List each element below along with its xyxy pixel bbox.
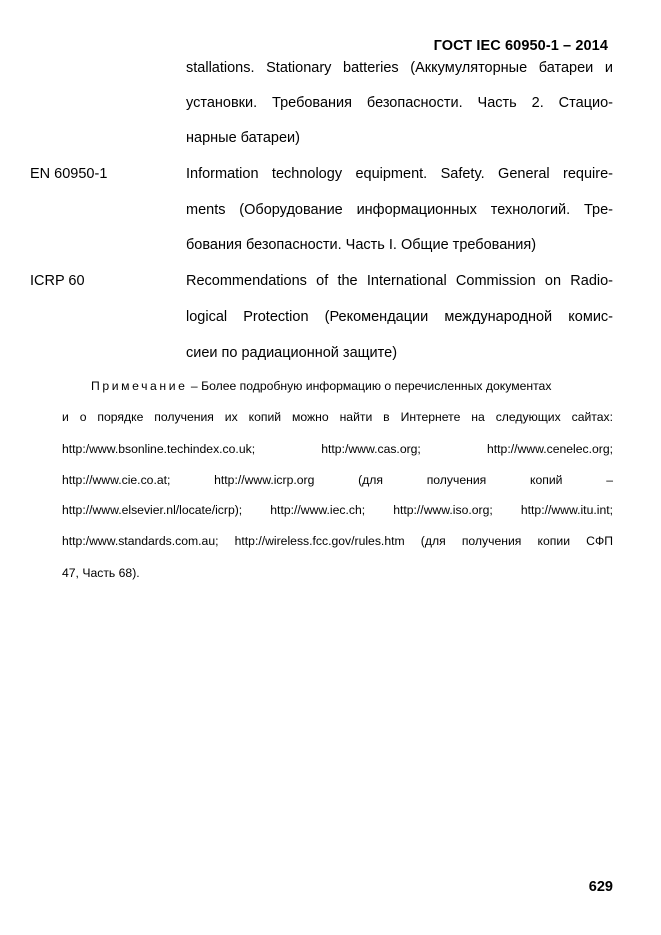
document-header: ГОСТ IEC 60950-1 – 2014: [433, 38, 608, 54]
reference-text-line: Recommendations of the International Commission on Radio-: [186, 273, 613, 289]
reference-text-line: stallations. Stationary batteries (Аккумуляторные батареи и: [186, 60, 613, 76]
reference-text-line: нарные батареи): [186, 130, 300, 146]
note-line: и о порядке получения их копий можно найти в Интернете на следующих сайтах:: [62, 410, 613, 424]
note-line: http:/www.bsonline.techindex.co.uk; http:/www.cas.org; http://www.cenelec.org;: [62, 442, 613, 456]
note-label: Примечание: [91, 379, 188, 393]
note-first-line: [91, 379, 613, 393]
reference-code: ICRP 60: [30, 273, 85, 289]
note-first-line-text: – Более подробную информацию о перечисленных документах: [187, 379, 552, 393]
note-line: http://www.elsevier.nl/locate/icrp); http://www.iec.ch; http://www.iso.org; http://www.itu.int;: [62, 503, 613, 517]
page-number: 629: [588, 879, 613, 895]
reference-text-line: бования безопасности. Часть I. Общие требования): [186, 237, 537, 253]
reference-text-line: Information technology equipment. Safety. General require-: [186, 166, 613, 182]
reference-code: EN 60950-1: [30, 166, 108, 182]
note-line: http://www.cie.co.at; http://www.icrp.org (для получения копий –: [62, 473, 613, 487]
reference-text-line: установки. Требования безопасности. Часть 2. Стацио-: [186, 95, 613, 111]
note-line: 47, Часть 68).: [62, 566, 140, 580]
note-line: http:/www.standards.com.au; http://wireless.fcc.gov/rules.htm (для получения копии СФП: [62, 534, 613, 548]
reference-text-line: сиеи по радиационной защите): [186, 345, 398, 361]
reference-text-line: logical Protection (Рекомендации международной комис-: [186, 309, 613, 325]
reference-text-line: ments (Оборудование информационных технологий. Тре-: [186, 202, 613, 218]
